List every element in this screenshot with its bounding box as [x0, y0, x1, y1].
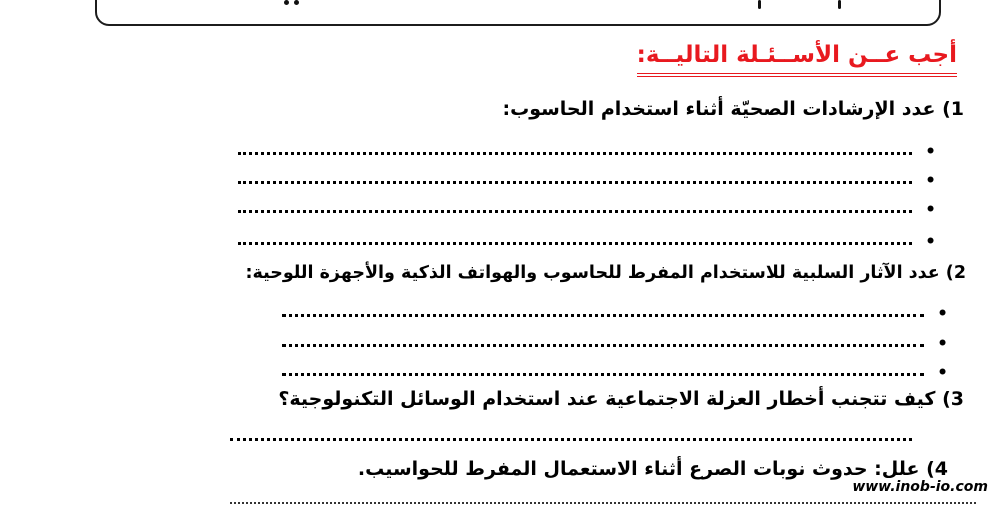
bullet-icon: •	[937, 304, 948, 324]
answer-line	[282, 301, 948, 324]
cut-off-text-remnant	[294, 0, 299, 5]
bullet-icon: •	[925, 200, 936, 220]
answer-line	[238, 197, 936, 220]
bullet-icon: •	[937, 363, 948, 383]
previous-section-box	[95, 0, 941, 26]
answer-line	[238, 229, 936, 252]
answer-blank-line[interactable]	[282, 328, 924, 347]
answer-blank-line[interactable]	[238, 226, 912, 245]
answer-blank-line[interactable]	[282, 298, 924, 317]
cut-off-text-remnant	[284, 0, 289, 5]
answer-blank-line[interactable]	[282, 357, 924, 376]
question-1: 1) عدد الإرشادات الصحيّة أثناء استخدام الحاسوب:	[502, 98, 964, 120]
cut-off-text-remnant	[838, 0, 841, 9]
answer-blank-line[interactable]	[238, 165, 912, 184]
answer-blank-line[interactable]	[230, 496, 976, 504]
bullet-icon: •	[925, 171, 936, 191]
cut-off-text-remnant	[758, 0, 761, 9]
section-heading: أجب عــن الأســئـلة التاليــة:	[637, 42, 957, 77]
answer-line	[238, 139, 936, 162]
answer-line	[282, 360, 948, 383]
answer-blank-line[interactable]	[230, 430, 912, 441]
bullet-icon: •	[937, 334, 948, 354]
watermark-text: www.inob-io.com	[852, 479, 988, 495]
answer-blank-line[interactable]	[238, 194, 912, 213]
bullet-icon: •	[925, 232, 936, 252]
answer-line	[238, 168, 936, 191]
question-4: 4) علل: حدوث نوبات الصرع أثناء الاستعمال المفرط للحواسيب.	[357, 458, 948, 480]
question-2: 2) عدد الآثار السلبية للاستخدام المفرط للحاسوب والهواتف الذكية والأجهزة اللوحية:	[245, 263, 966, 283]
answer-blank-line[interactable]	[238, 136, 912, 155]
bullet-icon: •	[925, 142, 936, 162]
question-3: 3) كيف تتجنب أخطار العزلة الاجتماعية عند استخدام الوسائل التكنولوجية؟	[278, 388, 964, 410]
answer-line	[282, 331, 948, 354]
